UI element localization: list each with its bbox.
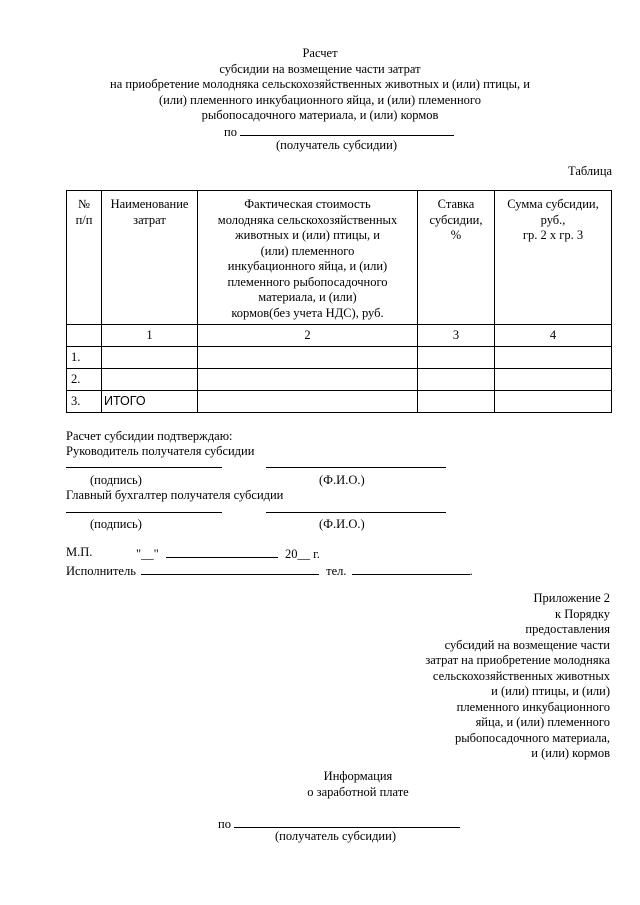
chief-accountant-title: Главный бухгалтер получателя субсидии	[66, 488, 284, 502]
title-line: Расчет	[302, 46, 338, 60]
table-row	[67, 347, 612, 369]
appendix-line: и (или) кормов	[531, 746, 610, 760]
head-name-line[interactable]	[266, 467, 446, 468]
end-dot: .	[469, 564, 473, 578]
appendix-block	[320, 591, 610, 762]
title-line: субсидии на возмещение части затрат	[219, 61, 421, 76]
row-name: ИТОГО	[102, 391, 198, 413]
appendix-line: затрат на приобретение молодняка	[425, 653, 610, 667]
info-title-line: Информация	[323, 769, 393, 783]
date-line	[136, 545, 320, 563]
row-number: 2.	[67, 369, 102, 391]
head-title: Руководитель получателя субсидии	[66, 444, 255, 458]
document-title	[0, 46, 640, 124]
appendix-line: рыбопосадочного материала,	[454, 730, 610, 745]
accountant-name-line[interactable]	[266, 512, 446, 513]
signature-caption: (подпись)	[90, 473, 142, 487]
name-caption: (Ф.И.О.)	[319, 517, 365, 531]
header-cell-sum: Сумма субсидии, руб., гр. 2 x гр. 3	[495, 191, 612, 325]
title-line: на приобретение молодняка сельскохозяйственных животных и (или) птицы, и	[110, 77, 530, 91]
phone-label: тел.	[326, 564, 347, 578]
appendix-line: к Порядку	[555, 606, 610, 621]
appendix-line: сельскохозяйственных животных	[432, 668, 610, 683]
row-sum[interactable]	[495, 391, 612, 413]
info-recipient-blank[interactable]	[234, 815, 460, 828]
table-header-row	[67, 191, 612, 325]
row-rate[interactable]	[418, 391, 495, 413]
table-caption: Таблица	[568, 164, 613, 178]
row-rate[interactable]	[418, 369, 495, 391]
row-sum[interactable]	[495, 347, 612, 369]
info-recipient-caption: (получатель субсидии)	[275, 829, 396, 843]
table-row	[67, 369, 612, 391]
stamp-label: М.П.	[66, 545, 93, 559]
date-year[interactable]: 20__ г.	[284, 547, 320, 561]
row-cost[interactable]	[198, 347, 418, 369]
table-column-number-row	[67, 325, 612, 347]
appendix-line: яйца, и (или) племенного	[475, 715, 610, 729]
header-cell-number: № п/п	[67, 191, 102, 325]
subsidy-table	[66, 190, 612, 413]
signature-caption: (подпись)	[90, 517, 142, 531]
row-sum[interactable]	[495, 369, 612, 391]
column-number: 3	[418, 325, 495, 347]
appendix-line: племенного инкубационного	[456, 699, 610, 714]
info-title-line: о заработной плате	[307, 784, 409, 799]
recipient-blank[interactable]	[240, 123, 454, 136]
info-title	[0, 769, 640, 800]
row-number: 1.	[67, 347, 102, 369]
column-number: 2	[198, 325, 418, 347]
row-number: 3.	[67, 391, 102, 413]
date-day[interactable]: "__"	[136, 547, 159, 561]
head-signature-line[interactable]	[66, 467, 222, 468]
executor-line	[66, 562, 473, 580]
appendix-line: предоставления	[525, 622, 610, 636]
executor-blank[interactable]	[141, 562, 319, 575]
phone-blank[interactable]	[352, 562, 470, 575]
header-cell-cost: Фактическая стоимость молодняка сельскохозяйственных животных и (или) птицы, и (или) племенного инкубационного яйца, и (или) племенного рыбопосадочного материала, и (или) кормов(без учета НДС), руб.	[198, 191, 418, 325]
date-month-blank[interactable]	[166, 545, 278, 558]
appendix-line: и (или) птицы, и (или)	[491, 684, 610, 698]
row-name[interactable]	[102, 369, 198, 391]
row-cost[interactable]	[198, 391, 418, 413]
appendix-line: субсидий на возмещение части	[444, 637, 610, 652]
header-cell-rate: Ставка субсидии, %	[418, 191, 495, 325]
accountant-signature-line[interactable]	[66, 512, 222, 513]
table-cell	[67, 325, 102, 347]
column-number: 1	[102, 325, 198, 347]
row-rate[interactable]	[418, 347, 495, 369]
by-label: по	[218, 817, 231, 831]
recipient-caption: (получатель субсидии)	[276, 138, 397, 152]
executor-label: Исполнитель	[66, 564, 136, 578]
row-cost[interactable]	[198, 369, 418, 391]
confirm-text: Расчет субсидии подтверждаю:	[66, 429, 233, 443]
header-cell-name: Наименование затрат	[102, 191, 198, 325]
appendix-line: Приложение 2	[533, 591, 610, 605]
title-line: рыбопосадочного материала, и (или) кормов	[201, 108, 439, 122]
by-label: по	[224, 125, 237, 139]
table-row-total	[67, 391, 612, 413]
row-name[interactable]	[102, 347, 198, 369]
name-caption: (Ф.И.О.)	[319, 473, 365, 487]
column-number: 4	[495, 325, 612, 347]
title-line: (или) племенного инкубационного яйца, и (или) племенного	[159, 92, 481, 107]
